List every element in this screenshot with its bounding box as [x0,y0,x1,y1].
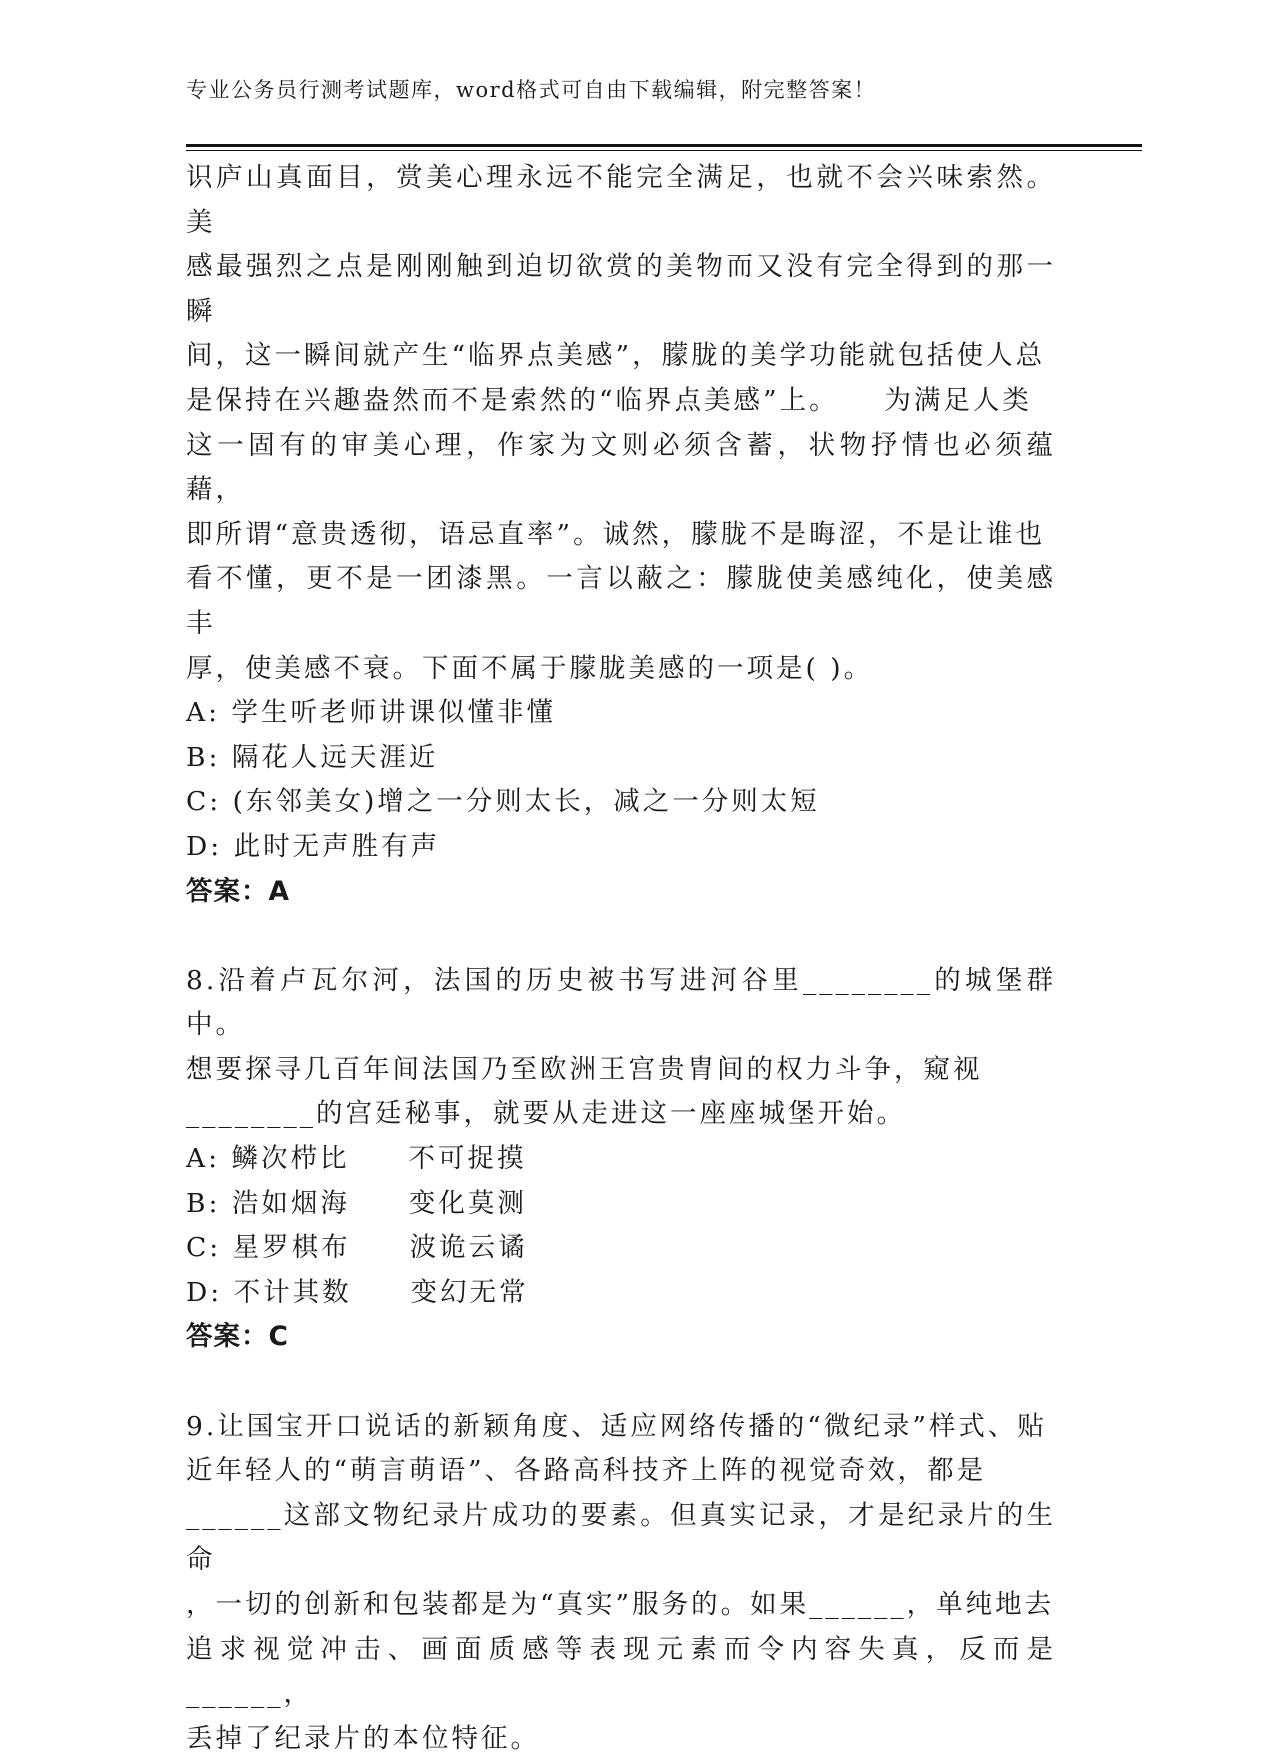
question-8-stem [186,959,1056,1137]
option-a: A: 鳞次栉比 不可捉摸 [186,1143,527,1175]
answer: 答案：A [186,875,291,907]
spacer [186,914,1056,959]
stem-line: 感最强烈之点是刚刚触到迫切欲赏的美物而又没有完全得到的那一瞬 [186,251,1056,327]
stem-line: 近年轻人的“萌言萌语”、各路高科技齐上阵的视觉奇效，都是 [186,1455,987,1487]
stem-line: 即所谓“意贵透彻，语忌直率”。诚然，朦胧不是晦涩，不是让谁也 [186,518,1046,550]
stem-line: 间，这一瞬间就产生“临界点美感”，朦胧的美学功能就包括使人总 [186,340,1046,372]
stem-line: 8.沿着卢瓦尔河，法国的历史被书写进河谷里________的城堡群中。 [186,964,1056,1041]
spacer [186,1360,1056,1405]
option-b: B: 隔花人远天涯近 [186,741,439,773]
question-9-stem [186,1405,1056,1761]
stem-line: 这一固有的审美心理，作家为文则必须含蓄，状物抒情也必须蕴藉， [186,429,1056,506]
header-rule-thin [186,150,1142,151]
option-b: B: 浩如烟海 变化莫测 [186,1187,527,1219]
question-8 [186,959,1056,1360]
stem-line: 丢掉了纪录片的本位特征。 [186,1722,540,1754]
answer: 答案：C [186,1321,289,1353]
stem-line: 厚，使美感不衰。下面不属于朦胧美感的一项是( )。 [186,652,874,684]
question-7 [186,156,1056,914]
question-7-stem [186,156,1056,691]
stem-line: 是保持在兴趣盎然而不是索然的“临界点美感”上。 为满足人类 [186,384,1032,416]
stem-line: ______这部文物纪录片成功的要素。但真实记录，才是纪录片的生命 [186,1499,1056,1576]
option-c: C: 星罗棋布 波诡云谲 [186,1232,528,1264]
stem-line: 看不懂，更不是一团漆黑。一言以蔽之：朦胧使美感纯化，使美感丰 [186,563,1056,639]
option-c: C: (东邻美女)增之一分则太长，减之一分则太短 [186,786,820,818]
option-d: D: 此时无声胜有声 [186,830,441,862]
question-9 [186,1405,1056,1761]
stem-line: 想要探寻几百年间法国乃至欧洲王宫贵胄间的权力斗争，窥视 [186,1053,983,1085]
option-d: D: 不计其数 变幻无常 [186,1276,529,1308]
stem-line: 9.让国宝开口说话的新颖角度、适应网络传播的“微纪录”样式、贴 [186,1410,1047,1442]
stem-line: 追求视觉冲击、画面质感等表现元素而令内容失真，反而是______， [186,1633,1056,1710]
option-a: A: 学生听老师讲课似懂非懂 [186,697,556,729]
stem-line: 识庐山真面目，赏美心理永远不能完全满足，也就不会兴味索然。美 [186,162,1056,238]
document-body [186,156,1056,1761]
header-text: 专业公务员行测考试题库，word格式可自由下载编辑，附完整答案！ [186,78,877,102]
stem-line: ，一切的创新和包装都是为“真实”服务的。如果______，单纯地去 [186,1589,1055,1620]
stem-line: ________的宫廷秘事，就要从走进这一座座城堡开始。 [186,1098,906,1130]
header-rule-thick [186,144,1142,147]
